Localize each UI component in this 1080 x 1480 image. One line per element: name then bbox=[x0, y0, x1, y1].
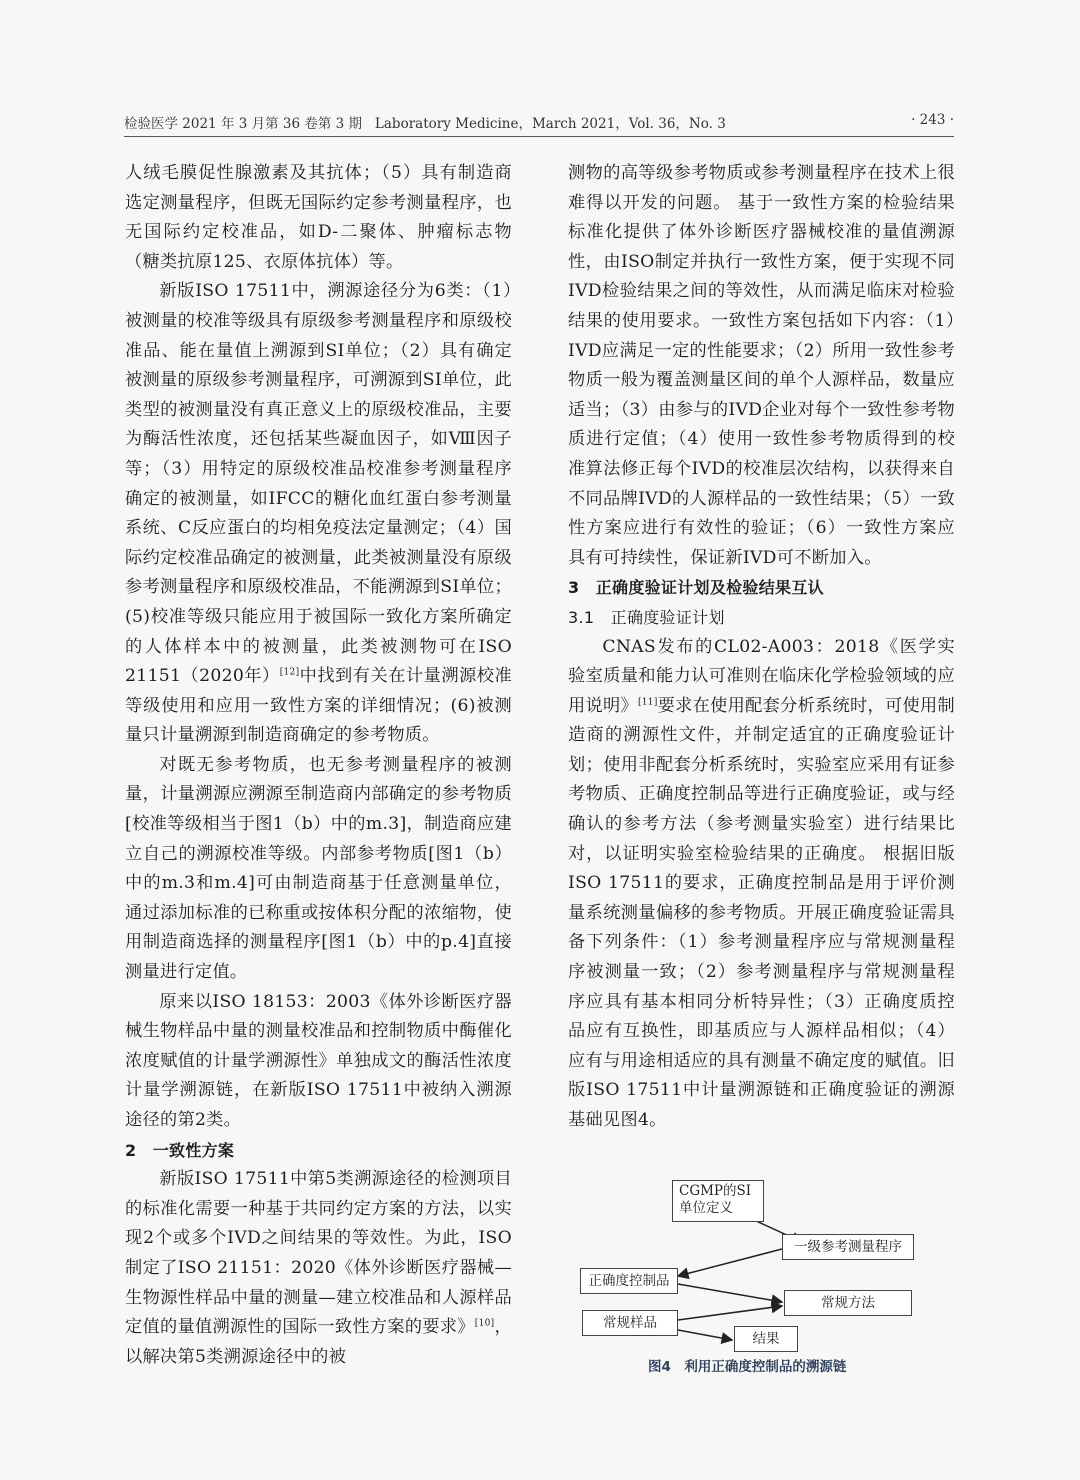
traceability-figure bbox=[570, 1172, 960, 1382]
left-column bbox=[125, 159, 512, 1372]
paragraph: CNAS发布的CL02-A003：2018《医学实验室质量和能力认可准则在临床化学检验领域的应用说明》[11]要求在使用配套分析系统时，可使用制造商的溯源性文件，并制定适宜的正确度验证计划；使用非配套分析系统时，实验室应采用有证参考物质、正确度控制品等进行正确度验证，或与经确认的参考方法（参考测量实验室）进行结果比对，以证明实验室检验结果的正确度。 根据旧版ISO 17511的要求，正确度控制品是用于评价测量系统测量偏移的参考物质。开展正确度验证需具备下列条件：（1）参考测量程序应与常规测量程序被测量一致；（2）参考测量程序与常规测量程序应具有基本相同分析特异性；（3）正确度质控品应有互换性，即基质应与人源样品相似；（4）应有与用途相适应的具有测量不确定度的赋值。旧版ISO 17511中计量溯源链和正确度验证的溯源基础见图4。 bbox=[568, 636, 955, 1130]
page-number: · 243 · bbox=[911, 112, 954, 128]
paragraph: 对既无参考物质，也无参考测量程序的被测量，计量溯源应溯源至制造商内部确定的参考物质[校准等级相当于图1（b）中的m.3]，制造商应建立自己的溯源校准等级。内部参考物质[图1（b）中的m.3和m.4]可由制造商基于任意测量单位，通过添加标准的已称重或按体积分配的浓缩物，使用制造商选择的测量程序[图1（b）中的p.4]直接测量进行定值。 bbox=[125, 754, 512, 983]
section-heading: 3 正确度验证计划及检验结果互认 bbox=[568, 578, 824, 598]
paragraph: 新版ISO 17511中第5类溯源途径的检测项目的标准化需要一种基于共同约定方案的方法，以实现2个或多个IVD之间结果的等效性。为此，ISO制定了ISO 21151：2020《体外诊断医疗器械—生物源性样品中量的测量—建立校准品和人源样品定值的量值溯源性的国际一致性方案的要求》[10]，以解决第5类溯源途径中的被 bbox=[125, 1169, 512, 1367]
arrow-control-to-method bbox=[678, 1284, 782, 1302]
paragraph: 原来以ISO 18153：2003《体外诊断医疗器械生物样品中量的测量校准品和控制物质中酶催化浓度赋值的计量学溯源性》单独成文的酶活性浓度计量学溯源链，在新版ISO 17511中被纳入溯源途径的第2类。 bbox=[125, 991, 512, 1130]
subsection-heading: 3.1 正确度验证计划 bbox=[568, 607, 725, 627]
paragraph: 测物的高等级参考物质或参考测量程序在技术上很难得以开发的问题。 基于一致性方案的检验结果标准化提供了体外诊断医疗器械校准的量值溯源性，由ISO制定并执行一致性方案，便于实现不同IVD检验结果之间的等效性，从而满足临床对检验结果的使用要求。一致性方案包括如下内容：（1）IVD应满足一定的性能要求；（2）所用一致性参考物质一般为覆盖测量区间的单个人源样品，数量应适当；（3）由参与的IVD企业对每个一致性参考物质进行定值；（4）使用一致性参考物质得到的校准算法修正每个IVD的校准层次结构，以获得来自不同品牌IVD的人源样品的一致性结果；（5）一致性方案应进行有效性的验证；（6）一致性方案应具有可持续性，保证新IVD可不断加入。 bbox=[568, 163, 955, 568]
journal-title-cn: 检验医学 2021 年 3 月第 36 卷第 3 期 bbox=[124, 116, 363, 132]
citation: [11] bbox=[637, 696, 658, 707]
header-divider bbox=[124, 136, 954, 137]
box-routine-sample: 常规样品 bbox=[582, 1310, 678, 1336]
citation: [10] bbox=[474, 1318, 495, 1329]
figure-caption: 图4 利用正确度控制品的溯源链 bbox=[648, 1359, 847, 1375]
paragraph: 新版ISO 17511中，溯源途径分为6类：（1）被测量的校准等级具有原级参考测量程序和原级校准品、能在量值上溯源到SI单位；（2）具有确定被测量的原级参考测量程序，可溯源到SI单位，此类型的被测量没有真正意义上的原级校准品，主要为酶活性浓度，还包括某些凝血因子，如Ⅷ因子等；（3）用特定的原级校准品校准参考测量程序确定的被测量，如IFCC的糖化血红蛋白参考测量系统、C反应蛋白的均相免疫法定量测定；（4）国际约定校准品确定的被测量，此类被测量没有原级参考测量程序和原级校准品，不能溯源到SI单位；(5)校准等级只能应用于被国际一致化方案所确定的人体样本中的被测量，此类被测物可在ISO 21151（2020年）[12]中找到有关在计量溯源校准等级使用和应用一致性方案的详细情况；(6)被测量只计量溯源到制造商确定的参考物质。 bbox=[125, 281, 512, 746]
box-trueness-control: 正确度控制品 bbox=[580, 1268, 678, 1294]
box-result: 结果 bbox=[734, 1326, 798, 1352]
running-header bbox=[124, 112, 954, 132]
right-column bbox=[568, 159, 955, 1136]
section-heading: 2 一致性方案 bbox=[125, 1140, 235, 1160]
citation: [12] bbox=[279, 667, 300, 678]
box-si-definition: CGMP的SI单位定义 bbox=[672, 1180, 764, 1222]
paragraph: 人绒毛膜促性腺激素及其抗体；（5）具有制造商选定测量程序，但既无国际约定参考测量程序，也无国际约定校准品，如D-二聚体、肿瘤标志物（糖类抗原125、衣原体抗体）等。 bbox=[125, 163, 512, 272]
arrow-ref-to-control bbox=[678, 1249, 782, 1276]
journal-title-en: Laboratory Medicine，March 2021，Vol. 36，No. 3 bbox=[374, 116, 726, 132]
arrow-sample-to-method bbox=[678, 1306, 782, 1320]
box-routine-method: 常规方法 bbox=[784, 1290, 912, 1316]
box-reference-procedure: 一级参考测量程序 bbox=[782, 1234, 914, 1260]
arrow-sample-to-result bbox=[678, 1330, 732, 1340]
